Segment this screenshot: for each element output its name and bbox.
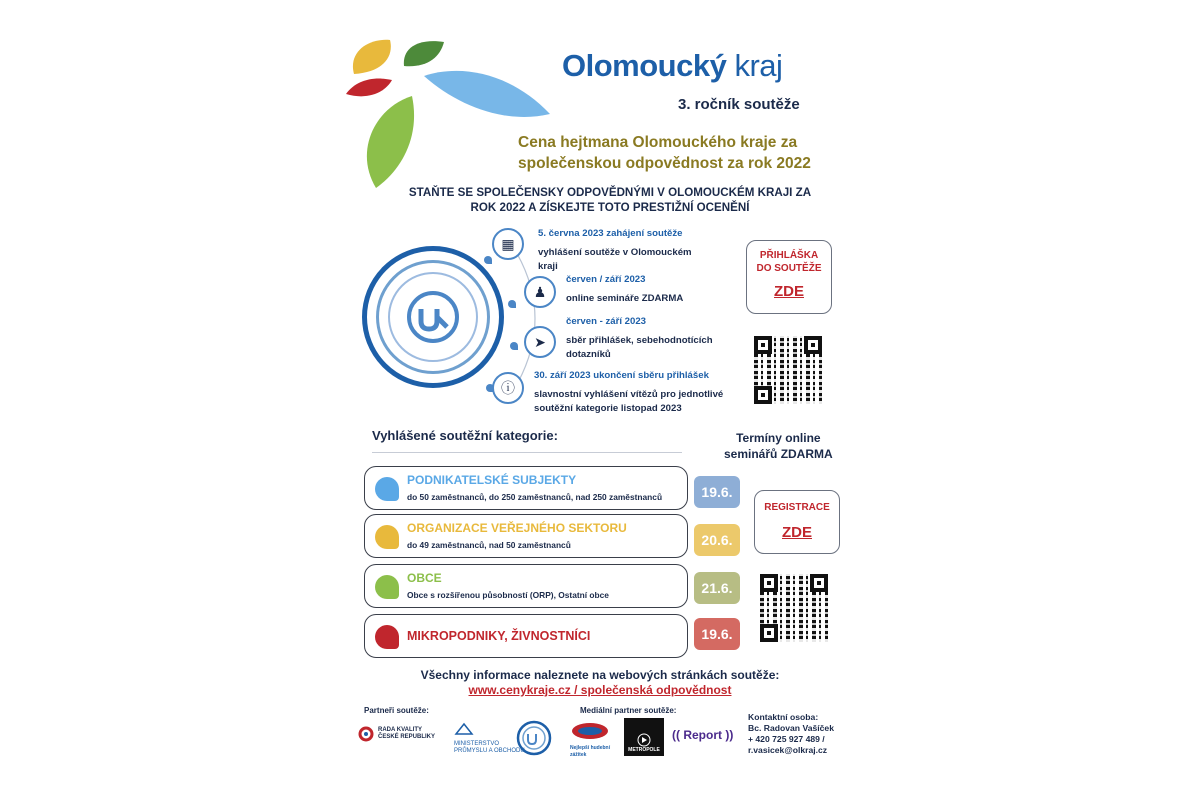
divider — [372, 452, 682, 453]
application-label: DO SOUTĚŽE — [756, 263, 822, 274]
timeline-desc-line: online semináře ZDARMA — [566, 293, 684, 304]
mpo-logo — [454, 722, 525, 755]
logo-text-line: RADA KVALITY — [378, 727, 422, 733]
call-line: STAŇTE SE SPOLEČENSKY ODPOVĚDNÝMI V OLOMOUCKÉM KRAJI ZA — [408, 186, 812, 199]
partners-heading: Partneři soutěže: — [364, 706, 429, 715]
category-card — [364, 466, 688, 510]
timeline-date: 5. června 2023 zahájení soutěže — [538, 228, 683, 239]
radio-tagline: Nejlepší hudební zážitek — [570, 745, 611, 758]
category-subtitle: do 50 zaměstnanců, do 250 zaměstnanců, nad 250 zaměstnanců — [407, 492, 663, 502]
timeline-desc — [538, 246, 692, 274]
category-title: MIKROPODNIKY, ŽIVNOSTNÍCI — [407, 629, 591, 643]
megaphone-icon: ➤ — [524, 326, 556, 358]
timeline-date: červen / září 2023 — [566, 274, 646, 285]
presentation-icon: ▦ — [492, 228, 524, 260]
timeline-desc — [566, 334, 713, 362]
report-bracket-icon: )) — [725, 728, 734, 742]
contact-phone: + 420 725 927 489 / — [748, 734, 825, 744]
mpo-text — [454, 741, 525, 755]
award-seal-small-icon — [516, 720, 552, 756]
seal-emblem-icon — [403, 287, 463, 347]
timeline-pin — [510, 342, 518, 350]
timeline-desc-line: dotazníků — [566, 349, 611, 360]
radio-badge-icon — [570, 722, 610, 740]
media-partner-heading: Mediální partner soutěže: — [580, 706, 677, 715]
seminars-heading — [724, 430, 833, 462]
seminars-heading-line: Termíny online — [736, 431, 821, 445]
website-link[interactable]: www.cenykraje.cz / společenská odpovědnost — [468, 683, 732, 697]
registration-qr-code[interactable] — [760, 574, 828, 642]
categories-heading: Vyhlášené soutěžní kategorie: — [372, 428, 558, 443]
contact-label: Kontaktní osoba: — [748, 712, 819, 722]
category-card — [364, 614, 688, 658]
timeline-desc — [566, 292, 683, 306]
report-bracket-icon: (( — [672, 728, 680, 742]
category-bubble-icon — [375, 625, 399, 649]
application-label: PŘIHLÁŠKA — [759, 250, 819, 261]
category-card — [364, 514, 688, 558]
call-to-action-heading — [380, 185, 840, 215]
seminar-date: 21.6. — [694, 572, 740, 604]
timeline-pin — [484, 256, 492, 264]
award-title-line: společenskou odpovědnost za rok 2022 — [518, 155, 811, 172]
seminar-date: 20.6. — [694, 524, 740, 556]
timeline-desc-line: sběr přihlášek, sebehodnotících — [566, 335, 713, 346]
website-info — [360, 668, 840, 698]
mpo-emblem-icon — [454, 722, 474, 736]
metropole-logo — [624, 718, 664, 756]
category-title: OBCE — [407, 571, 442, 585]
rada-kvality-text — [378, 727, 435, 741]
rada-kvality-icon — [358, 726, 374, 742]
timeline-desc-line: soutěžní kategorie listopad 2023 — [534, 403, 682, 414]
website-info-text: Všechny informace naleznete na webových stránkách soutěže: — [420, 668, 780, 682]
brand-main: Olomoucký — [562, 48, 727, 83]
seminar-date: 19.6. — [694, 476, 740, 508]
info-icon: ⓘ — [492, 372, 524, 404]
brand-logo-text — [562, 48, 782, 84]
category-card — [364, 564, 688, 608]
report-text: Report — [683, 728, 723, 742]
registration-link[interactable]: ZDE — [782, 524, 812, 541]
timeline-desc-line: slavnostní vyhlášení vítězů pro jednotlivé — [534, 389, 724, 400]
timeline-date: 30. září 2023 ukončení sběru přihlášek — [534, 370, 709, 381]
contact-name: Bc. Radovan Vašíček — [748, 723, 834, 733]
award-title — [518, 132, 848, 174]
metropole-text: METROPOLE — [628, 747, 660, 753]
play-icon — [637, 733, 651, 747]
timeline-desc — [534, 388, 723, 416]
seminar-date: 19.6. — [694, 618, 740, 650]
brand-light: kraj — [734, 48, 783, 83]
logo-text-line: PRŮMYSLU A OBCHODU — [454, 748, 525, 754]
edition-label: 3. ročník soutěže — [678, 96, 800, 113]
timeline-date: červen - září 2023 — [566, 316, 647, 327]
contact-block — [748, 712, 834, 756]
call-line: ROK 2022 A ZÍSKEJTE TOTO PRESTIŽNÍ OCENĚNÍ — [470, 201, 750, 214]
category-bubble-icon — [375, 575, 399, 599]
report-logo — [672, 728, 733, 742]
radio-logo — [570, 722, 610, 759]
application-link[interactable]: ZDE — [774, 283, 804, 300]
logo-text-line: ČESKÉ REPUBLIKY — [378, 734, 436, 740]
timeline-desc-line: kraji — [538, 261, 558, 272]
logo-text-line: MINISTERSTVO — [454, 741, 500, 747]
application-qr-code[interactable] — [754, 336, 822, 404]
seminars-heading-line: seminářů ZDARMA — [724, 447, 833, 461]
registration-button[interactable] — [754, 490, 840, 554]
registration-label: REGISTRACE — [764, 502, 830, 513]
category-subtitle: Obce s rozšířenou působností (ORP), Ostatní obce — [407, 590, 609, 600]
category-bubble-icon — [375, 525, 399, 549]
application-button[interactable] — [746, 240, 832, 314]
timeline-desc-line: vyhlášení soutěže v Olomouckém — [538, 247, 692, 258]
poster — [340, 0, 860, 799]
contact-email[interactable]: r.vasicek@olkraj.cz — [748, 745, 828, 755]
award-title-line: Cena hejtmana Olomouckého kraje za — [518, 134, 798, 151]
timeline-pin — [508, 300, 516, 308]
category-bubble-icon — [375, 477, 399, 501]
category-title: ORGANIZACE VEŘEJNÉHO SEKTORU — [407, 521, 627, 535]
rada-kvality-logo — [358, 726, 435, 742]
category-title: PODNIKATELSKÉ SUBJEKTY — [407, 473, 577, 487]
people-icon: ♟ — [524, 276, 556, 308]
category-subtitle: do 49 zaměstnanců, nad 50 zaměstnanců — [407, 540, 571, 550]
